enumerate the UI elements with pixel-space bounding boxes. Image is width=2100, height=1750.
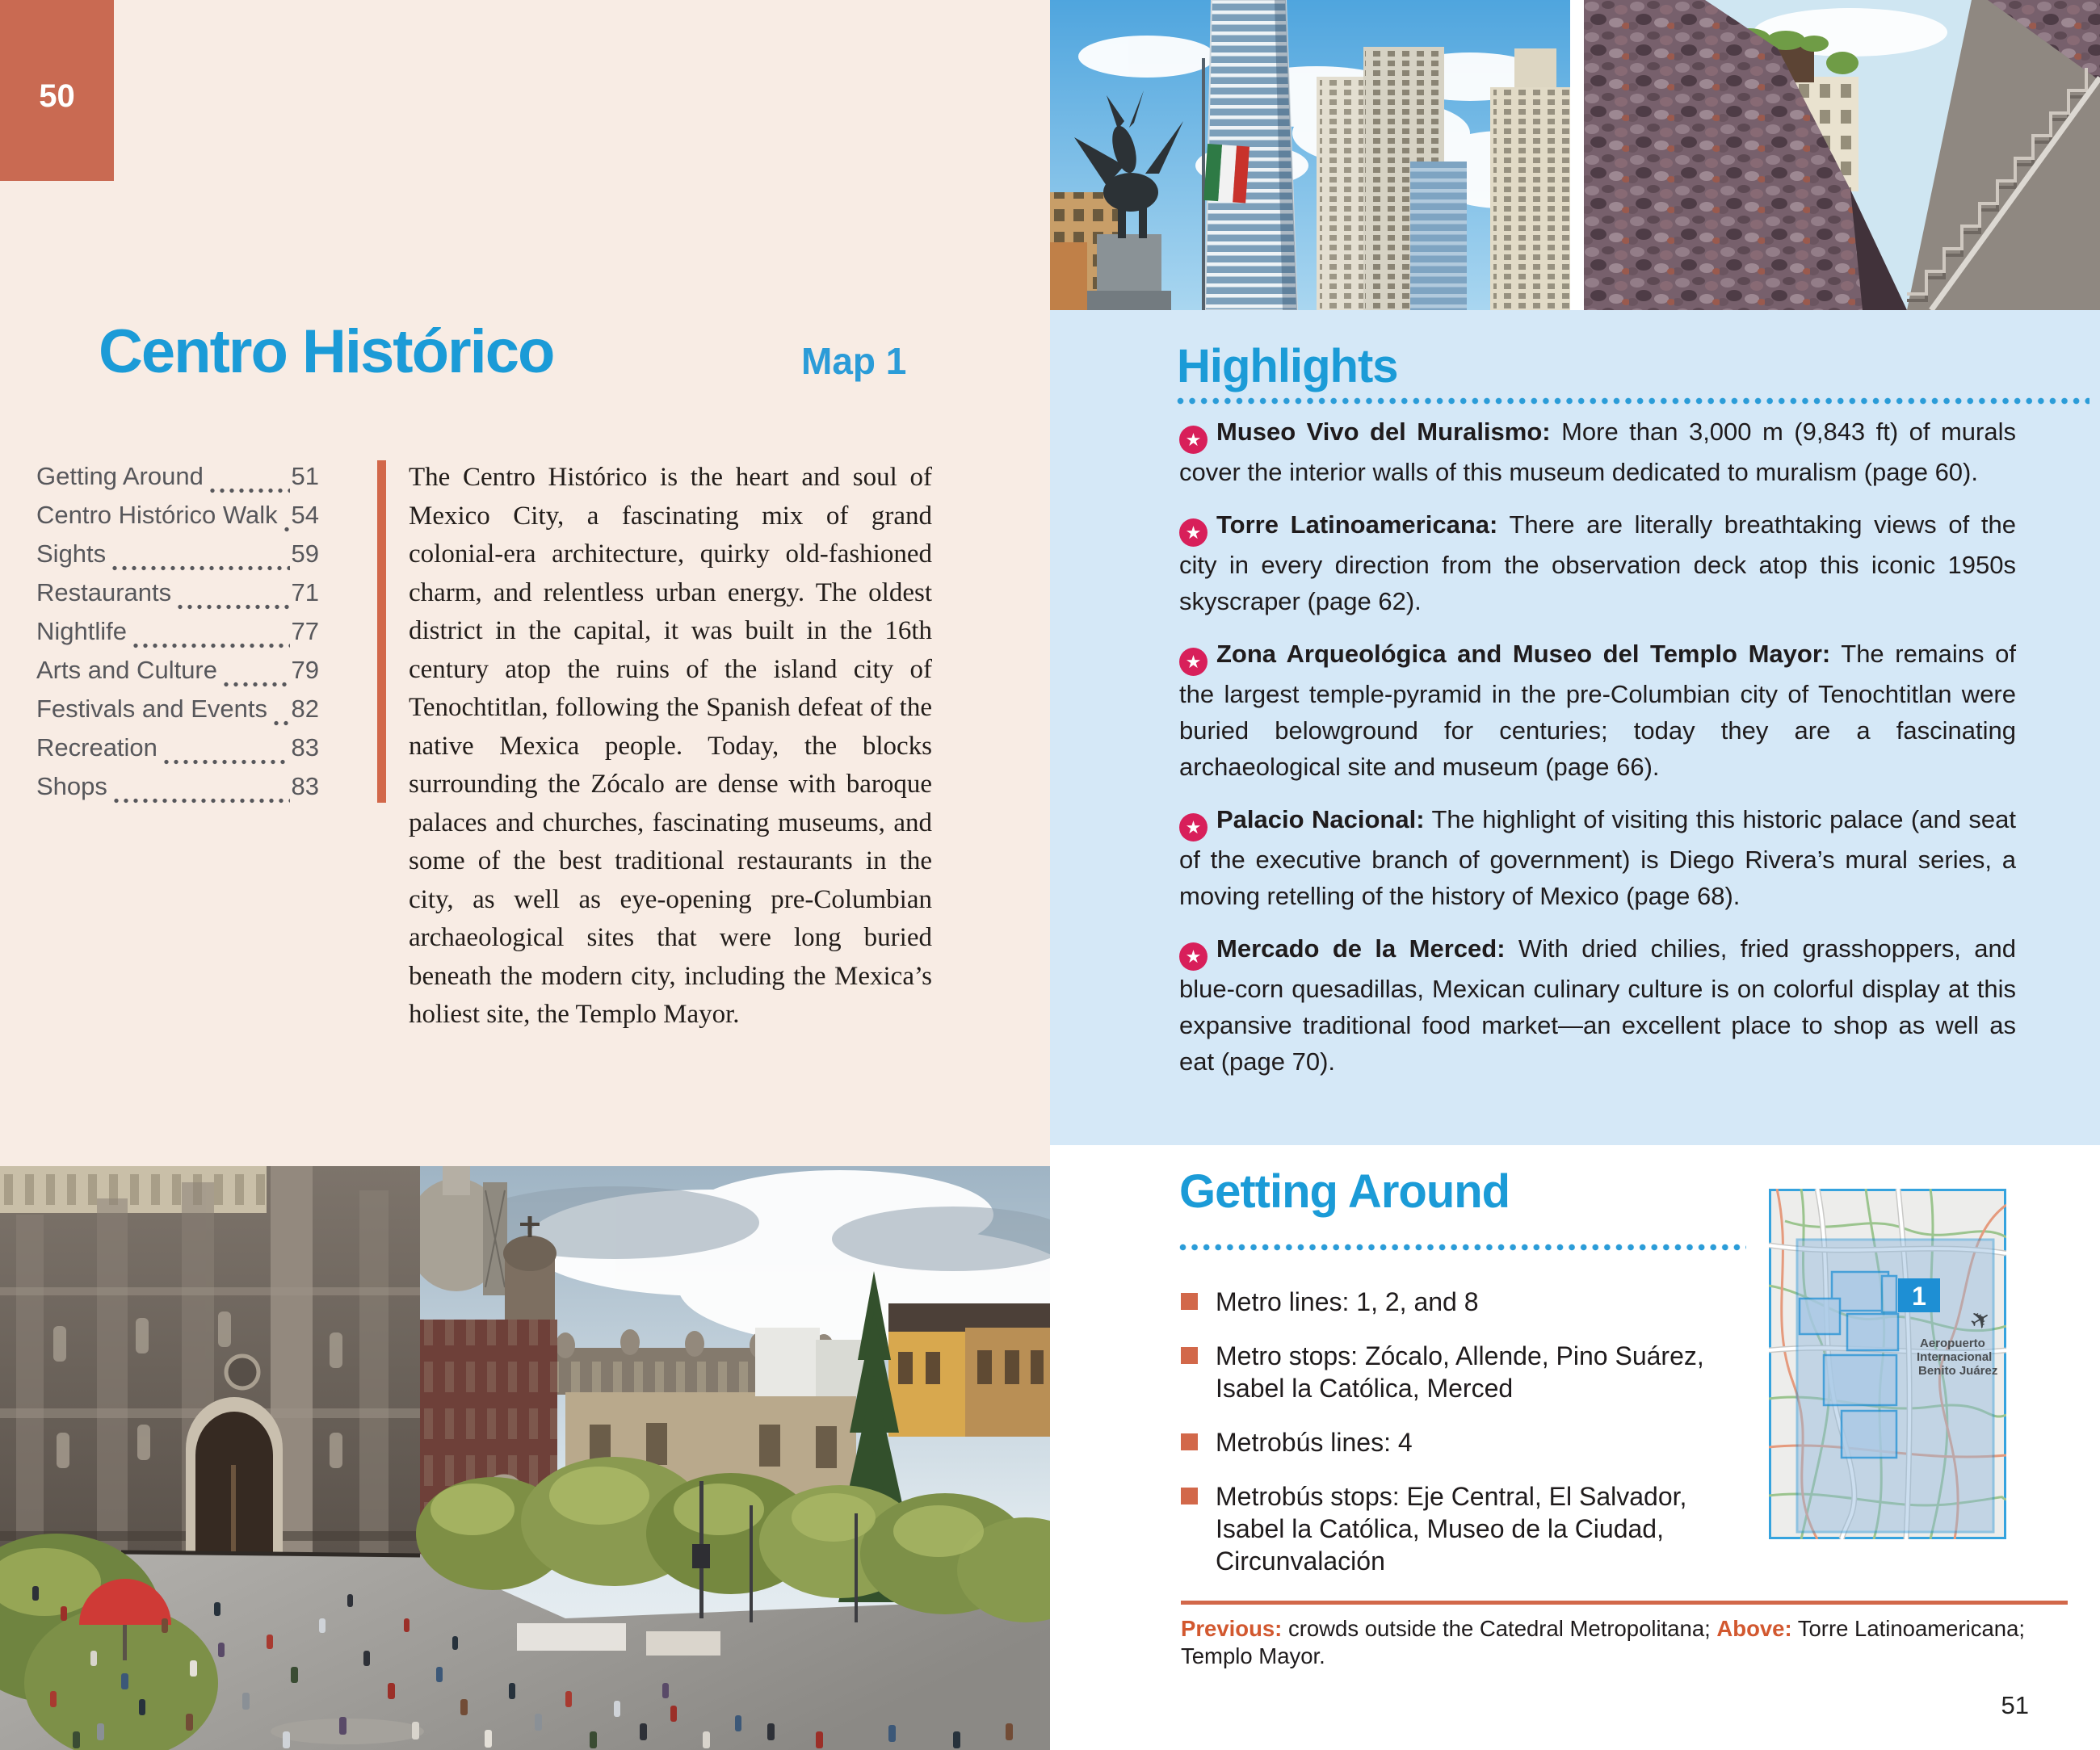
toc-leader-dots	[274, 720, 289, 727]
airport-label-line2: Internacional	[1917, 1350, 1993, 1364]
toc-item-page: 83	[291, 733, 319, 762]
toc-item-page: 82	[291, 695, 319, 723]
toc-item-page: 51	[291, 462, 319, 490]
toc-item	[36, 539, 319, 578]
highlight-item	[1179, 801, 2016, 914]
bullet-square-icon	[1181, 1433, 1198, 1450]
getting-around-item	[1181, 1426, 1730, 1458]
bullet-square-icon	[1181, 1293, 1198, 1310]
caption-previous-text: crowds outside the Catedral Metropolitana;	[1282, 1616, 1717, 1641]
getting-around-text: Metro stops: Zócalo, Allende, Pino Suárez, Isabel la Católica, Merced	[1216, 1341, 1704, 1403]
highlight-text: The highlight of visiting this historic palace (and seat of the executive branch of government) is Diego Rivera’s mural series, a moving retelling of the history of Mexico (page 68).	[1179, 805, 2016, 910]
photo-plaza-illustration	[0, 1166, 1050, 1750]
caption-above-label: Above:	[1716, 1616, 1792, 1641]
highlight-text: The remains of the largest temple-pyramid in the pre-Columbian city of Tenochtitlan were buried belowground for centuries; today they are a fascinating archaeological site and museum (page 66).	[1179, 640, 2016, 781]
table-of-contents	[36, 462, 319, 811]
toc-item	[36, 772, 319, 811]
airport-label-line1: Aeropuerto	[1920, 1337, 1985, 1350]
bullet-square-icon	[1181, 1347, 1198, 1364]
caption-above-text: Torre Latinoamericana; Templo Mayor.	[1181, 1616, 2026, 1668]
highlight-item	[1179, 506, 2016, 619]
toc-item-label: Recreation	[36, 733, 158, 762]
star-icon: ★	[1179, 813, 1208, 841]
photo-torre-illustration	[1050, 0, 1570, 310]
toc-item-page: 54	[291, 501, 319, 529]
getting-around-item	[1181, 1480, 1730, 1577]
getting-around-text: Metro lines: 1, 2, and 8	[1216, 1287, 1479, 1316]
highlight-lead: Museo Vivo del Muralismo:	[1216, 418, 1551, 446]
toc-leader-dots	[178, 603, 289, 611]
toc-item-label: Centro Histórico Walk	[36, 501, 278, 529]
toc-item-page: 71	[291, 578, 319, 606]
highlight-text: With dried chilies, fried grasshoppers, and blue-corn quesadillas, Mexican culinary culture is on colorful display at this expansive traditional food market—an excellent place to shop as well as eat (page 70).	[1179, 934, 2016, 1076]
toc-item-label: Shops	[36, 772, 107, 800]
page-number-tab	[0, 0, 114, 181]
toc-leader-dots	[284, 526, 290, 533]
toc-item-label: Restaurants	[36, 578, 172, 606]
intro-accent-bar	[377, 460, 386, 803]
toc-item-page: 83	[291, 772, 319, 800]
getting-around-dotted-rule	[1179, 1244, 1746, 1251]
photo-catedral-plaza	[0, 1166, 1050, 1750]
caption-previous-label: Previous:	[1181, 1616, 1283, 1641]
chapter-title: Centro Histórico	[99, 317, 554, 386]
highlight-item	[1179, 636, 2016, 785]
caption-rule	[1181, 1601, 2068, 1605]
toc-item-page: 77	[291, 617, 319, 645]
highlight-lead: Mercado de la Merced:	[1216, 934, 1506, 963]
photo-caption	[1181, 1615, 2071, 1670]
toc-item	[36, 695, 319, 733]
toc-item	[36, 656, 319, 695]
highlight-text: There are literally breathtaking views of the city in every direction from the observation deck atop this iconic 1950s skyscraper (page 62).	[1179, 510, 2016, 615]
highlight-item	[1179, 413, 2016, 490]
getting-around-item	[1181, 1286, 1730, 1318]
page-number-left: 50	[39, 78, 75, 114]
getting-around-text: Metrobús stops: Eje Central, El Salvador, Isabel la Católica, Museo de la Ciudad, Circunvalación	[1216, 1482, 1687, 1576]
toc-item-page: 59	[291, 539, 319, 568]
toc-leader-dots	[112, 564, 289, 572]
toc-leader-dots	[210, 487, 290, 494]
highlight-text: More than 3,000 m (9,843 ft) of murals cover the interior walls of this museum dedicated to muralism (page 60).	[1179, 418, 2016, 486]
highlight-lead: Torre Latinoamericana:	[1216, 510, 1498, 539]
photo-templo-mayor	[1584, 0, 2100, 310]
star-icon: ★	[1179, 426, 1208, 454]
page-number-right: 51	[2001, 1691, 2029, 1719]
highlights-panel	[1050, 310, 2100, 1145]
getting-around-item	[1181, 1340, 1730, 1404]
toc-leader-dots	[114, 797, 290, 804]
toc-item-label: Festivals and Events	[36, 695, 268, 723]
intro-paragraph: The Centro Histórico is the heart and soul of Mexico City, a fascinating mix of grand colonial-era architecture, quirky old-fashioned charm, and relentless urban energy. The oldest district in the capital, it was built in the 16th century atop the ruins of the island city of Tenochtitlan, following the Spanish defeat of the native Mexica people. Today, the blocks surrounding the Zócalo are dense with baroque palaces and churches, fascinating museums, and some of the best traditional restaurants in the city, as well as eye-opening pre-Columbian archaeological sites that were long buried beneath the modern city, including the Mexica’s holiest site, the Templo Mayor.	[409, 463, 932, 1029]
toc-leader-dots	[224, 681, 290, 688]
toc-item-label: Getting Around	[36, 462, 204, 490]
getting-around-list	[1181, 1286, 1730, 1599]
bullet-square-icon	[1181, 1488, 1198, 1504]
toc-leader-dots	[133, 642, 290, 649]
airplane-icon: ✈	[1964, 1303, 1997, 1338]
toc-item	[36, 617, 319, 656]
right-page	[1050, 0, 2100, 1750]
toc-item-page: 79	[291, 656, 319, 684]
photo-templo-illustration	[1584, 0, 2100, 310]
getting-around-title: Getting Around	[1179, 1165, 1510, 1218]
highlights-dotted-rule	[1177, 397, 2090, 405]
map-number-label: 1	[1912, 1282, 1926, 1311]
toc-leader-dots	[164, 758, 290, 766]
toc-item-label: Sights	[36, 539, 107, 568]
toc-item-label: Nightlife	[36, 617, 127, 645]
toc-item	[36, 501, 319, 539]
map-reference-label: Map 1	[801, 340, 907, 382]
photo-torre-latinoamericana	[1050, 0, 1570, 310]
highlight-item	[1179, 930, 2016, 1080]
star-icon: ★	[1179, 518, 1208, 547]
toc-item-label: Arts and Culture	[36, 656, 217, 684]
highlights-title: Highlights	[1177, 340, 1398, 392]
highlight-lead: Palacio Nacional:	[1216, 805, 1425, 833]
map-inset-graphic	[1769, 1189, 2006, 1539]
getting-around-text: Metrobús lines: 4	[1216, 1428, 1413, 1457]
star-icon: ★	[1179, 648, 1208, 676]
highlights-list	[1179, 413, 2016, 1096]
toc-item	[36, 733, 319, 772]
star-icon: ★	[1179, 942, 1208, 971]
toc-item	[36, 578, 319, 617]
airport-label-line3: Benito Juárez	[1918, 1364, 1998, 1378]
toc-item	[36, 462, 319, 501]
map-inset	[1769, 1189, 2006, 1539]
highlight-lead: Zona Arqueológica and Museo del Templo Mayor:	[1216, 640, 1831, 668]
